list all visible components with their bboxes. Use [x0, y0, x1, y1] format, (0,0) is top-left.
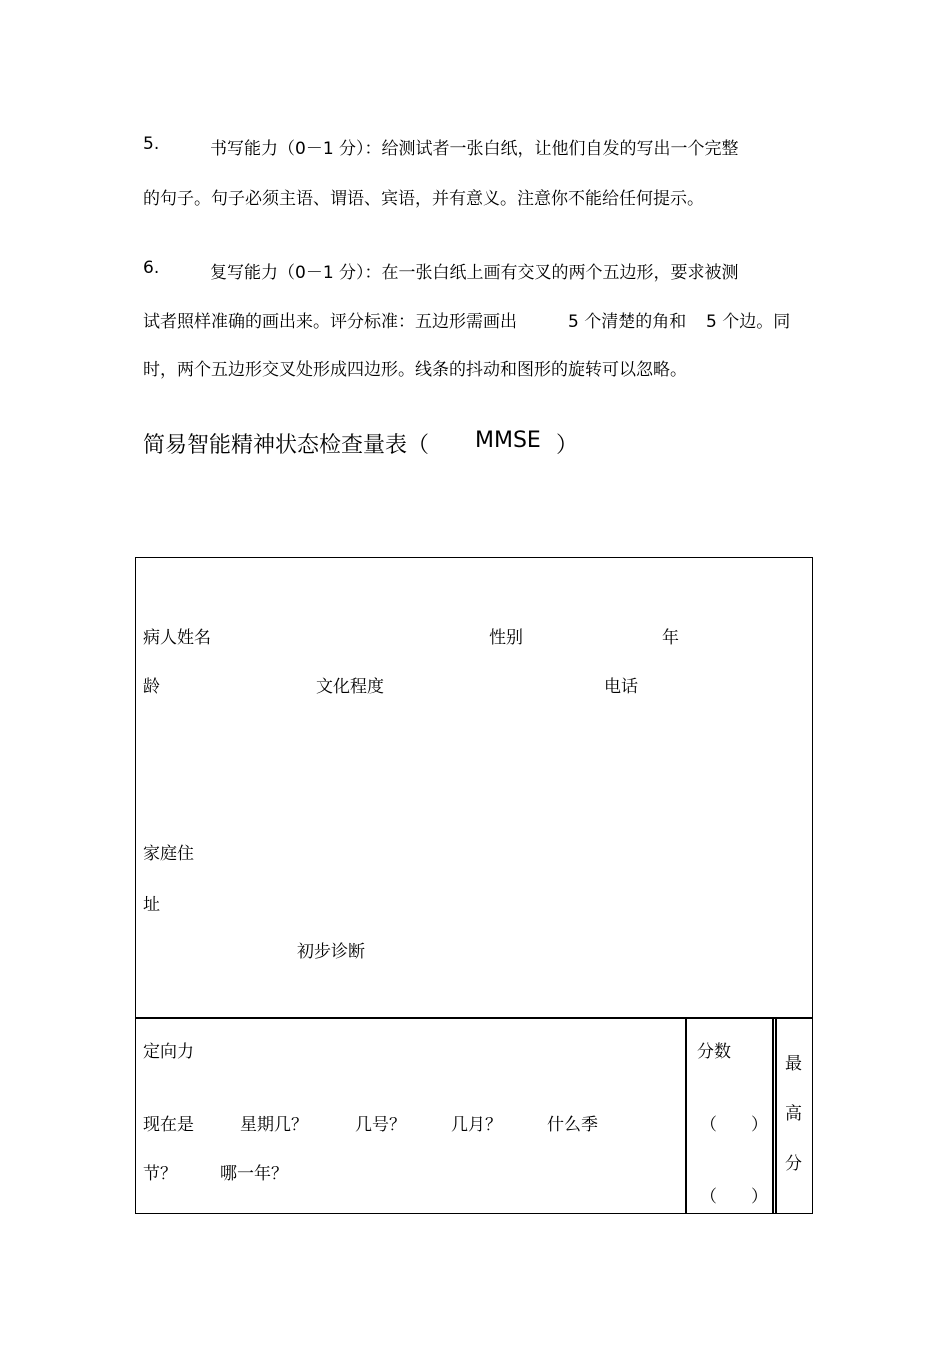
orientation-label: 定向力 — [143, 1042, 194, 1062]
score-blank-1[interactable]: （ ） — [700, 1115, 768, 1135]
item-6-line-2c: 5 个边。同 — [706, 312, 791, 332]
scale-title-close: ） — [556, 433, 579, 458]
question-season-part-1: 什么季 — [547, 1115, 598, 1135]
item-6-number: 6. — [143, 258, 160, 278]
max-column-divider-2 — [775, 1017, 777, 1214]
item-5-number: 5. — [143, 134, 160, 154]
max-score-header-3: 分 — [785, 1154, 802, 1174]
address-label-part-2: 址 — [143, 895, 160, 915]
score-header: 分数 — [697, 1042, 731, 1062]
question-date: 几号？ — [355, 1115, 406, 1135]
item-5-line-1: 书写能力（0－1 分）：给测试者一张白纸，让他们自发的写出一个完整 — [210, 139, 739, 159]
table-divider — [135, 1017, 813, 1019]
score-blank-2[interactable]: （ ） — [700, 1187, 768, 1207]
question-weekday: 星期几？ — [240, 1115, 308, 1135]
address-label-part-1: 家庭住 — [143, 844, 194, 864]
item-6-line-1: 复写能力（0－1 分）：在一张白纸上画有交叉的两个五边形，要求被测 — [210, 263, 739, 283]
education-label: 文化程度 — [316, 677, 384, 697]
gender-label: 性别 — [489, 628, 523, 648]
scale-title-abbr: MMSE — [475, 428, 541, 453]
scale-title: 简易智能精神状态检查量表（ — [143, 433, 430, 458]
phone-label: 电话 — [604, 677, 638, 697]
max-score-header-1: 最 — [785, 1054, 802, 1074]
diagnosis-label: 初步诊断 — [297, 942, 365, 962]
item-6-line-3: 时，两个五边形交叉处形成四边形。线条的抖动和图形的旋转可以忽略。 — [143, 360, 687, 380]
patient-name-label: 病人姓名 — [143, 628, 211, 648]
item-5-line-2: 的句子。句子必须主语、谓语、宾语，并有意义。注意你不能给任何提示。 — [143, 189, 704, 209]
age-label-part-1: 年 — [662, 628, 679, 648]
score-column-divider — [685, 1017, 687, 1214]
item-6-line-2b: 5 个清楚的角和 — [568, 312, 687, 332]
question-year: 哪一年？ — [220, 1164, 288, 1184]
max-score-header-2: 高 — [785, 1104, 802, 1124]
question-prefix: 现在是 — [143, 1115, 194, 1135]
age-label-part-2: 龄 — [143, 677, 160, 697]
max-column-divider-1 — [772, 1017, 774, 1214]
question-month: 几月？ — [451, 1115, 502, 1135]
question-season-part-2: 节？ — [143, 1164, 177, 1184]
item-6-line-2a: 试者照样准确的画出来。评分标准：五边形需画出 — [143, 312, 517, 332]
